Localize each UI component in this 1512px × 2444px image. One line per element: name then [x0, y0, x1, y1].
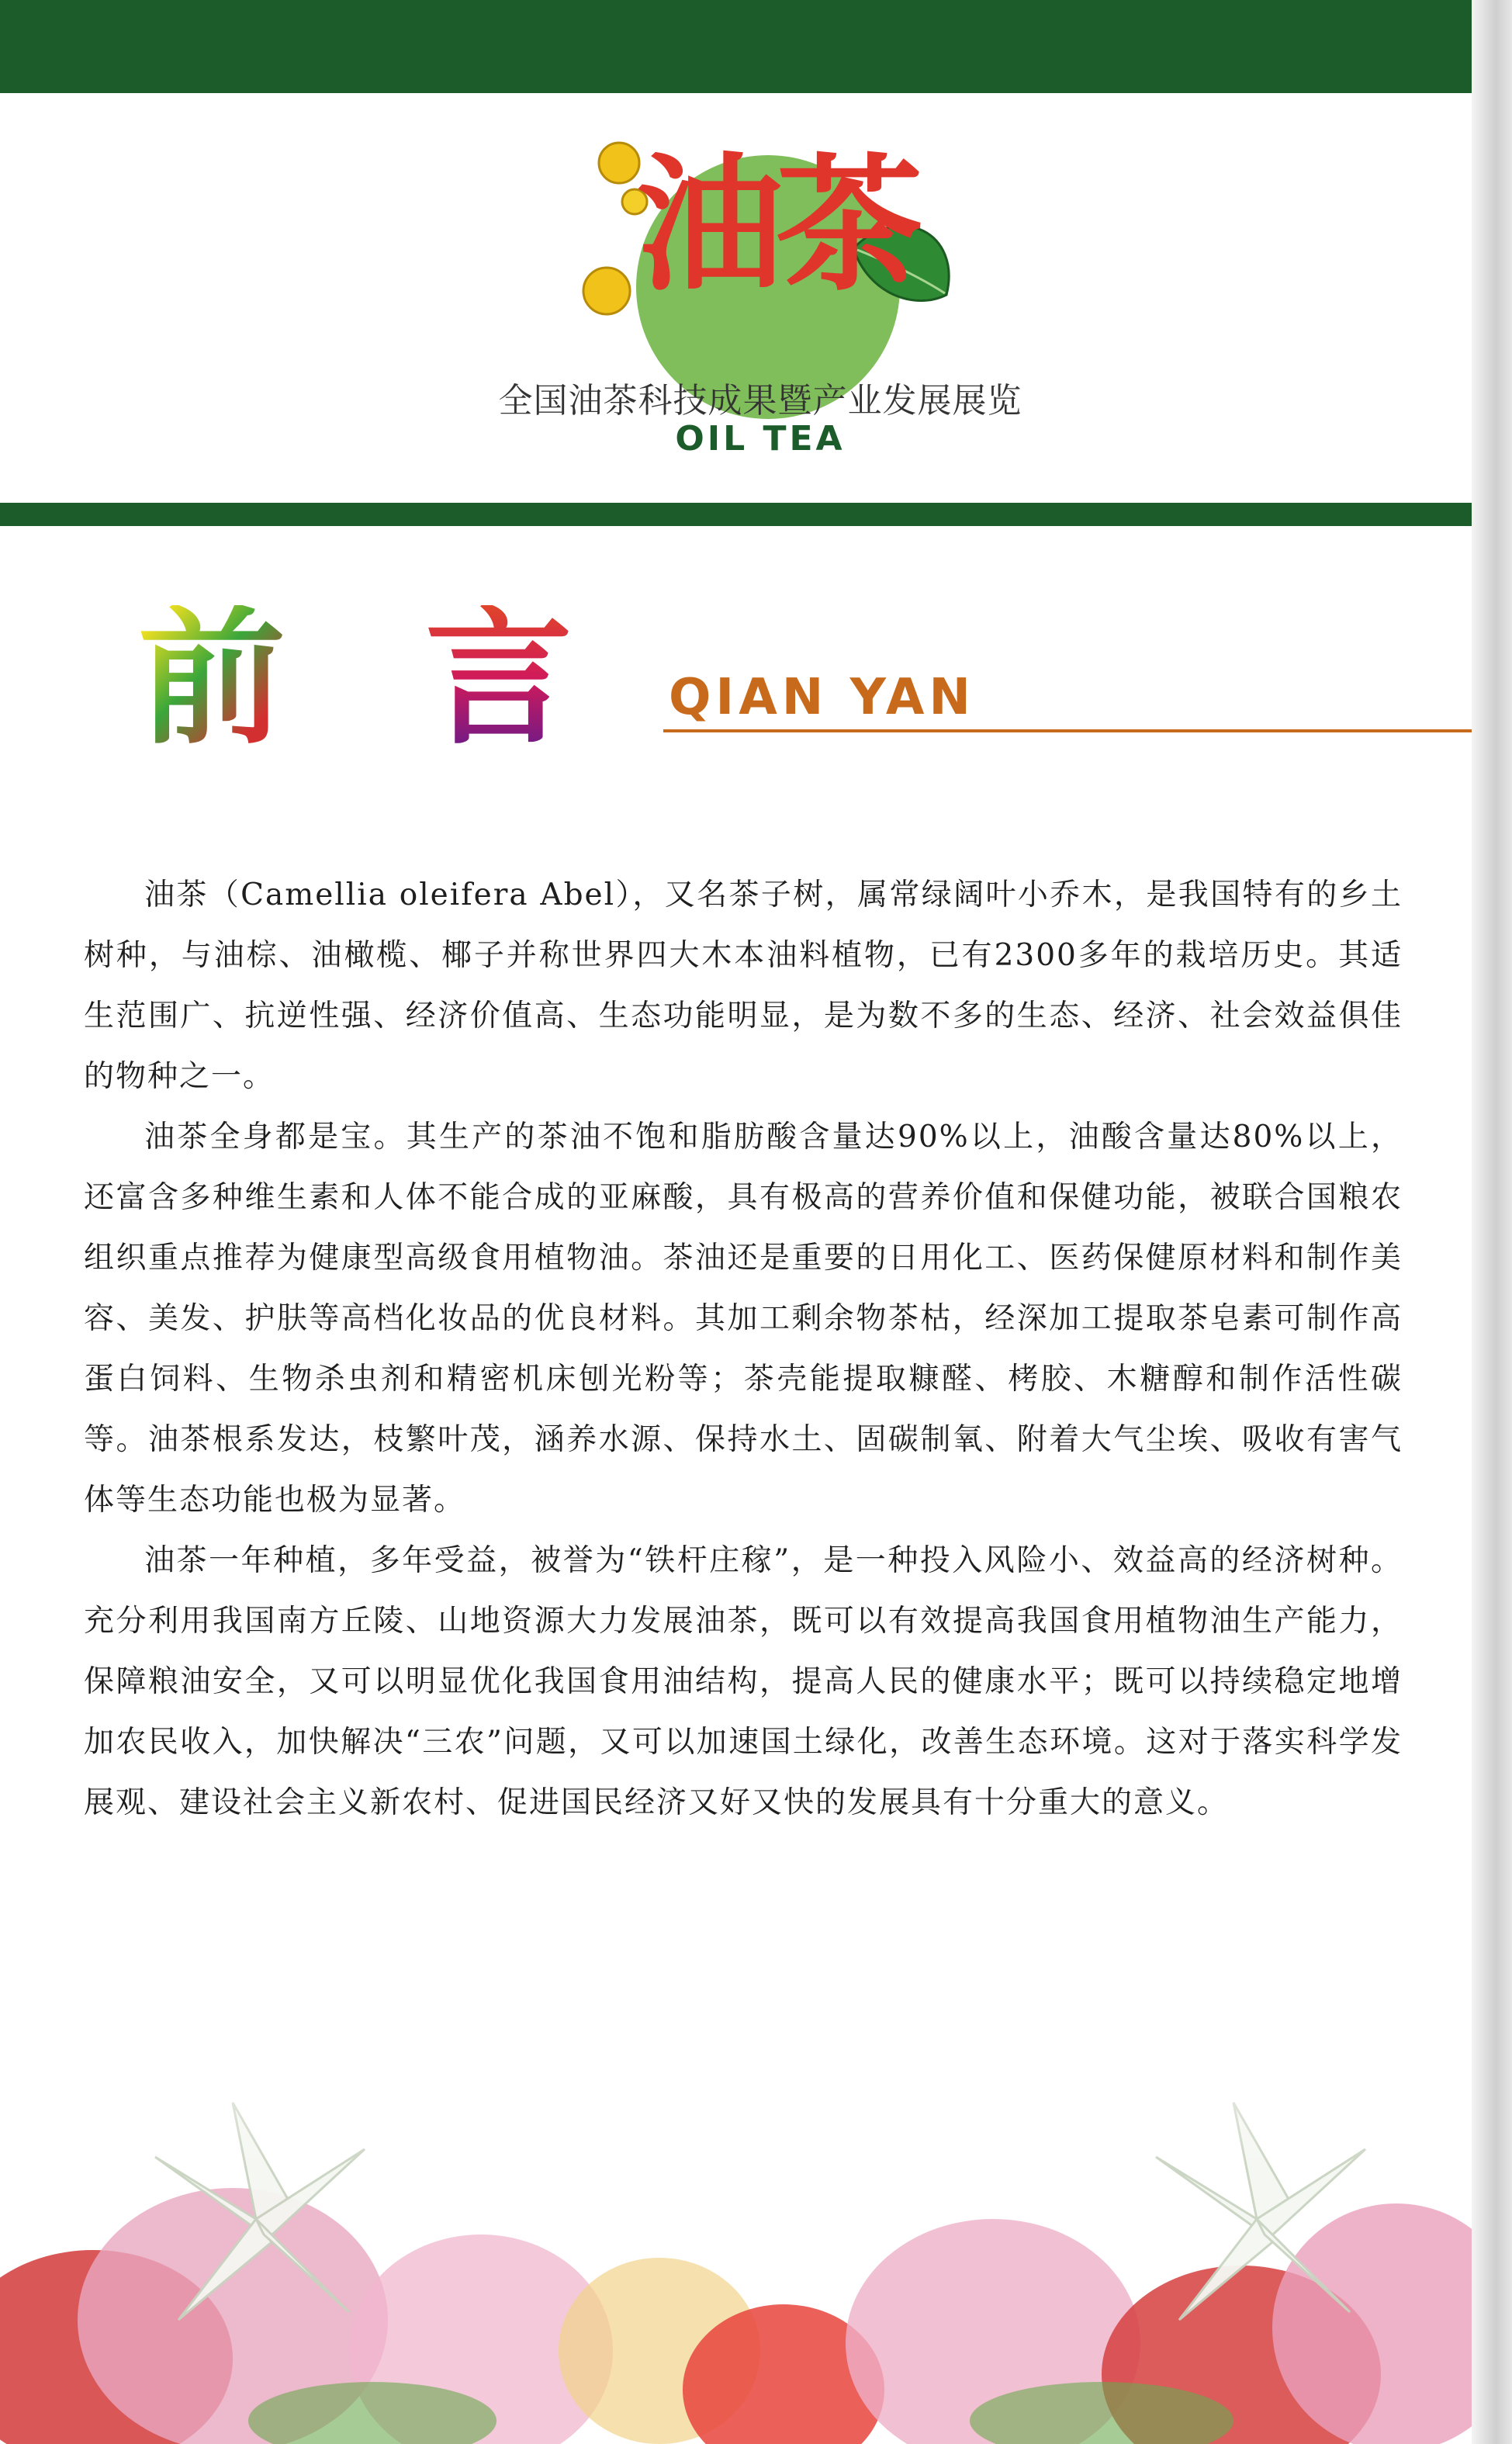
oil-drop-icon — [599, 143, 639, 183]
top-green-bar — [0, 0, 1472, 93]
paragraph: 油茶全身都是宝。其生产的茶油不饱和脂肪酸含量达90%以上，油酸含量达80%以上， 还富含多种维生素和人体不能合成的亚麻酸，具有极高的营养价值和保健功能，被联合国粮农组织重点推荐为健康型高级食用植物油。茶油还是重要的日用化工、医药保健原材料和制作美容、美发、护肤等高档化妆品的优良材料。其加工剩余物茶枯，经深加工提取茶皂素可制作高蛋白饲料、生物杀虫剂和精密机床刨光粉等；茶壳能提取糠醛、栲胶、木糖醇和制作活性碳等。油茶根系发达，枝繁叶茂，涵养水源、保持水土、固碳制氧、附着大气尘埃、吸收有害气体等生态功能也极为显著。 — [84, 1120, 1403, 1518]
middle-green-bar — [0, 503, 1472, 526]
oil-tea-subtitle: OIL TEA — [675, 419, 846, 459]
exhibition-title: 全国油茶科技成果暨产业发展展览 — [498, 381, 1022, 421]
heading-underline — [663, 729, 1472, 732]
preface-body — [84, 865, 1403, 1833]
heading-char-yan: 言 — [425, 593, 573, 764]
heading-english: QIAN YAN — [669, 669, 975, 726]
oil-drop-icon — [583, 268, 630, 314]
paragraph: 油茶（Camellia oleifera Abel），又名茶子树，属常绿阔叶小乔木，是我国特有的乡土树种，与油棕、油橄榄、椰子并称世界四大木本油料植物，已有2300多年的栽培历史。其适生范围广、抗逆性强、经济价值高、生态功能明显，是为数不多的生态、经济、社会效益俱佳的物种之一。 — [84, 878, 1403, 1094]
heading-char-qian: 前 — [138, 593, 286, 764]
paragraph: 油茶一年种植，多年受益，被誉为“铁杆庄稼”，是一种投入风险小、效益高的经济树种。充分利用我国南方丘陵、山地资源大力发展油茶，既可以有效提高我国食用植物油生产能力，保障粮油安全，又可以明显优化我国食用油结构，提高人民的健康水平；既可以持续稳定地增加农民收入，加快解决“三农”问题，又可以加速国土绿化，改善生态环境。这对于落实科学发展观、建设社会主义新农村、促进国民经济又好又快的发展具有十分重大的意义。 — [84, 1543, 1403, 1820]
logo-text: 油茶 — [636, 138, 916, 311]
right-edge-strip — [1472, 0, 1512, 2444]
floral-decoration — [0, 1986, 1472, 2444]
logo-characters — [636, 138, 916, 311]
